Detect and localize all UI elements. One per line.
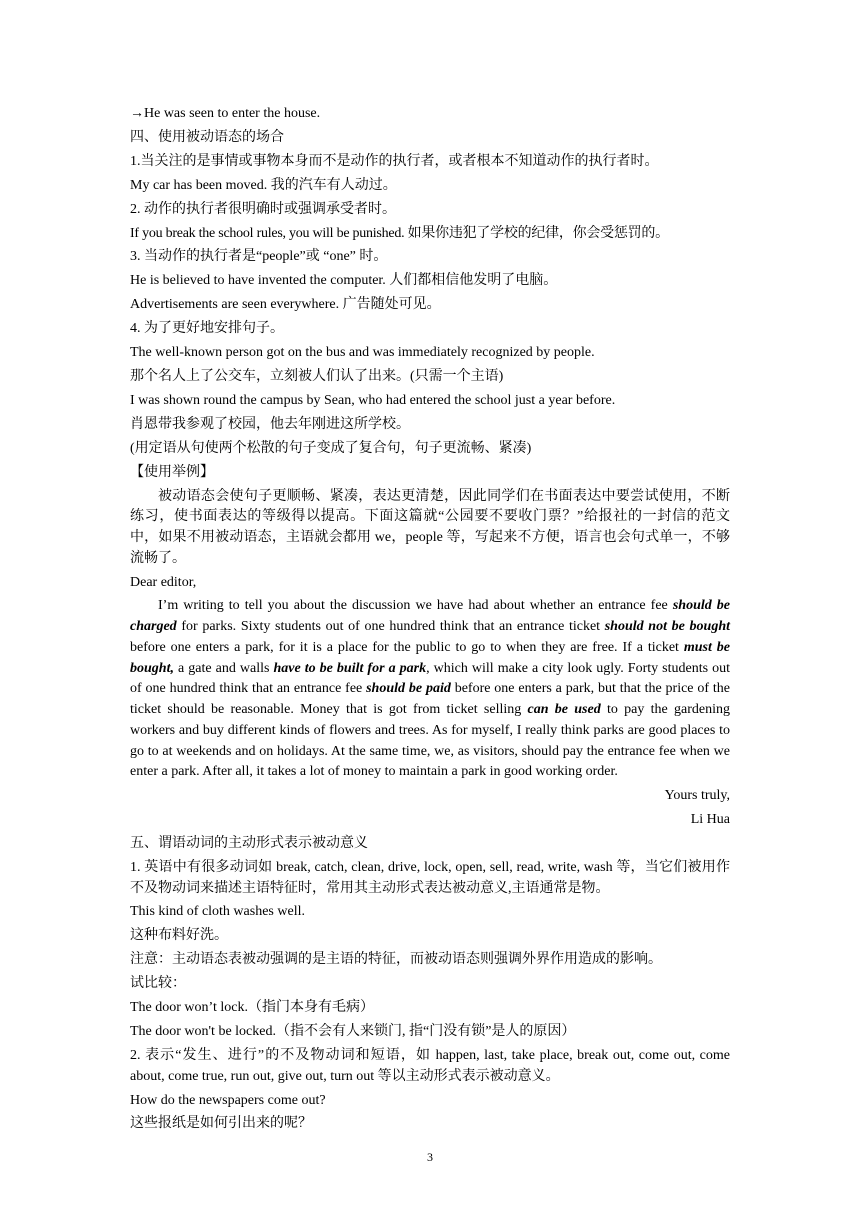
letter-closing: Yours truly, xyxy=(664,788,730,804)
example-sentence: The door won’t lock.（指门本身有毛病） xyxy=(130,1000,374,1016)
passive-phrase: can be used xyxy=(527,702,601,718)
text-line: →He was seen to enter the house. xyxy=(130,106,321,121)
text-paragraph: 1. 英语中有很多动词如 break, catch, clean, drive, lock, open, sell, read, write, wash 等，当它们被用作不及物动词来描述主语特征时，常用其主动形式表达被动意义,主语通常是物。 xyxy=(130,859,730,896)
text-line: 4. 为了更好地安排句子。 xyxy=(130,321,284,337)
example-sentence: If you break the school rules, you will be punished. 如果你违犯了学校的纪律，你会受惩罚的。 xyxy=(130,225,669,241)
page-number: 3 xyxy=(427,1150,433,1164)
translation-line: 这种布料好洗。 xyxy=(130,928,228,944)
text-paragraph: 2. 表示“发生、进行”的不及物动词和短语，如 happen, last, take place, break out, come out, come about, come true, run out, give out, turn out 等以主动形式表示被动意义。 xyxy=(130,1047,730,1084)
translation-line: 这些报纸是如何引出来的呢？ xyxy=(130,1116,312,1132)
translation-line: 那个名人上了公交车，立刻被人们认了出来。(只需一个主语) xyxy=(130,368,504,384)
example-sentence: How do the newspapers come out? xyxy=(130,1092,326,1108)
text-line: 1.当关注的是事情或事物本身而不是动作的执行者，或者根本不知道动作的执行者时。 xyxy=(130,153,659,169)
passive-phrase: have to be built for a park xyxy=(273,660,427,676)
text-line: 3. 当动作的执行者是“people”或 “one” 时。 xyxy=(130,249,388,265)
section-heading-4: 四、使用被动语态的场合 xyxy=(130,129,284,145)
translation-line: 肖恩带我参观了校园，他去年刚进这所学校。 xyxy=(130,416,410,432)
page-body xyxy=(130,104,730,1138)
usage-example-heading: 【使用举例】 xyxy=(130,464,214,480)
example-sentence: The well-known person got on the bus and was immediately recognized by people. xyxy=(130,345,595,361)
text-line: 试比较： xyxy=(130,976,186,992)
example-sentence: I was shown round the campus by Sean, who had entered the school just a year before. xyxy=(130,392,616,408)
text-line: 2. 动作的执行者很明确时或强调承受者时。 xyxy=(130,201,396,217)
letter-signature: Li Hua xyxy=(690,812,730,828)
section-heading-5: 五、谓语动词的主动形式表示被动意义 xyxy=(130,835,368,851)
passive-phrase: should not be bought xyxy=(604,619,730,635)
example-sentence: He is believed to have invented the computer. 人们都相信他发明了电脑。 xyxy=(130,273,558,289)
passive-phrase: should be paid xyxy=(366,681,451,697)
example-sentence: This kind of cloth washes well. xyxy=(130,904,305,920)
note-line: 注意：主动语态表被动强调的是主语的特征，而被动语态则强调外界作用造成的影响。 xyxy=(130,952,662,968)
note-line: (用定语从句使两个松散的句子变成了复合句，句子更流畅、紧凑) xyxy=(130,440,532,456)
letter-salutation: Dear editor, xyxy=(130,574,197,590)
letter-body: I’m writing to tell you about the discussion we have had about whether an entrance fee should be charged for parks. Sixty students out of one hundred think that an entrance ticket should not be bought before one enters a park, for it is a place for the public to go to when they are free. If a ticket must be bought, a gate and walls have to be built for a park, which will make a city look ugly. Forty students out of one hundred think that an entrance fee should be paid before one enters a park, but that the price of the ticket should be reasonable. Money that is got from ticket selling can be used to pay the gardening workers and buy different kinds of flowers and trees. As for myself, I really think parks are good places to go to at weekends and on holidays. At the same time, we, as visitors, should pay the entrance fee when we enter a park. After all, it takes a lot of money to maintain a park in good working order. xyxy=(130,598,731,780)
example-sentence: The door won't be locked.（指不会有人来锁门, 指“门没有锁”是人的原因） xyxy=(130,1024,576,1039)
usage-paragraph: 被动语态会使句子更顺畅、紧凑，表达更清楚，因此同学们在书面表达中要尝试使用，不断练习，使书面表达的等级得以提高。下面这篇就“公园要不要收门票？”给报社的一封信的范文中，如果不用被动语态，主语就会都用 we，people 等，写起来不方便，语言也会句式单一，不够流畅了。 xyxy=(130,488,730,566)
passive-phrase: must be bought, xyxy=(130,639,730,676)
example-sentence: Advertisements are seen everywhere. 广告随处可见。 xyxy=(130,297,441,313)
example-sentence: My car has been moved. 我的汽车有人动过。 xyxy=(130,177,397,193)
passive-phrase: should be charged xyxy=(130,598,731,635)
